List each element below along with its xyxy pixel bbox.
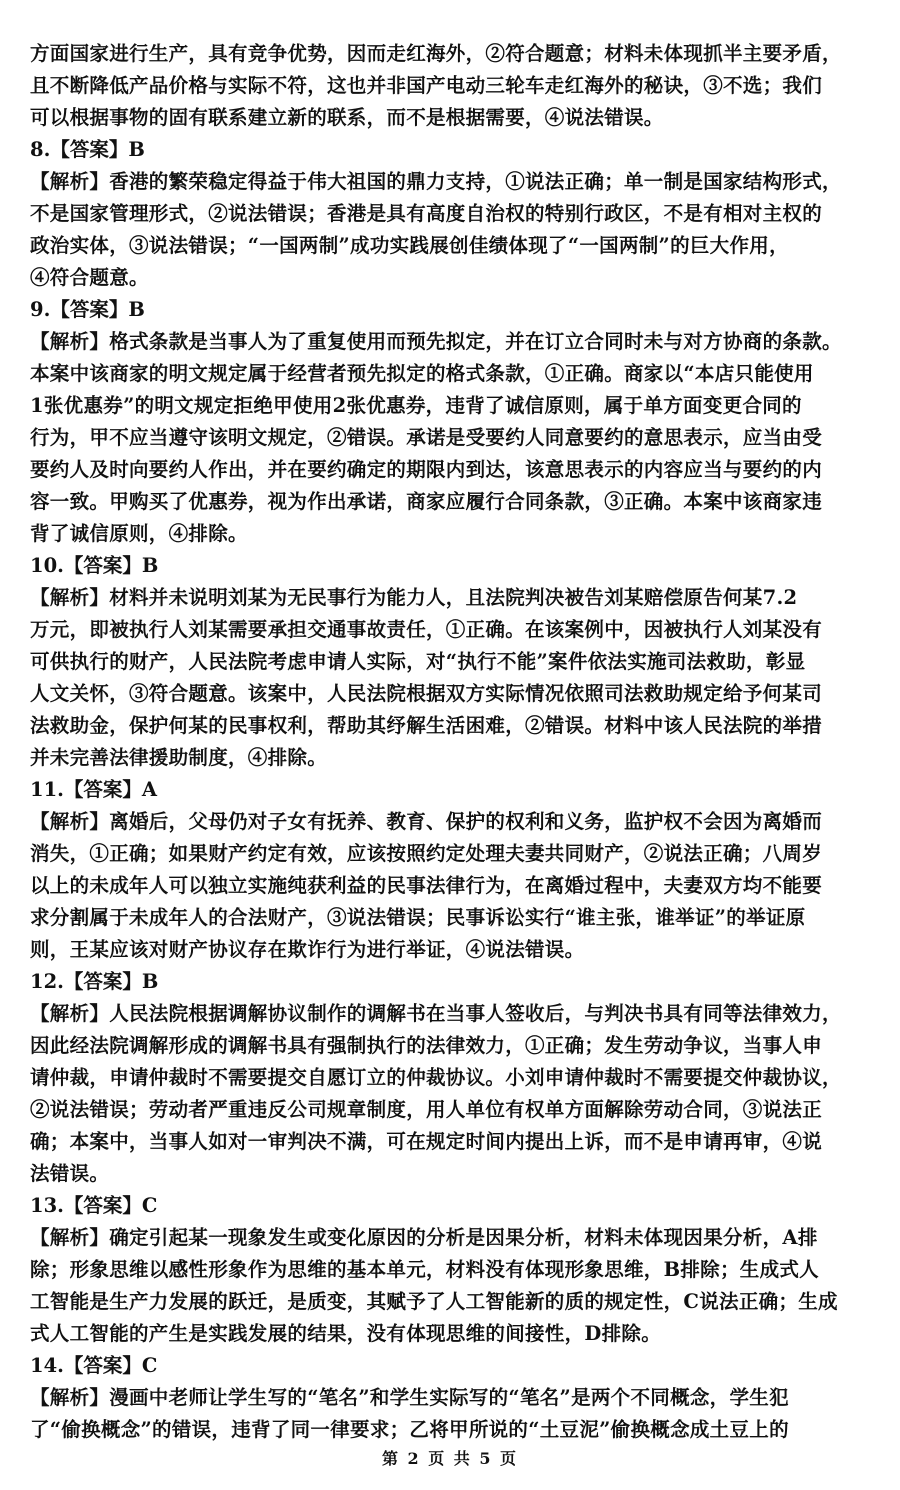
text-line: 请仲裁，申请仲裁时不需要提交自愿订立的仲裁协议。小刘申请仲裁时不需要提交仲裁协议，	[30, 1066, 842, 1089]
answer-heading: 10.【答案】B	[30, 554, 159, 577]
text-line: 1张优惠券”的明文规定拒绝甲使用2张优惠券，违背了诚信原则，属于单方面变更合同的	[30, 394, 802, 417]
text-line: 以上的未成年人可以独立实施纯获利益的民事法律行为，在离婚过程中，夫妻双方均不能要	[30, 874, 823, 897]
text-line: 且不断降低产品价格与实际不符，这也并非国产电动三轮车走红海外的秘诀，③不选；我们	[30, 74, 823, 97]
text-line: 【解析】确定引起某一现象发生或变化原因的分析是因果分析，材料未体现因果分析，A排	[30, 1226, 818, 1249]
text-line: 人文关怀，③符合题意。该案中，人民法院根据双方实际情况依照司法救助规定给予何某司	[30, 682, 823, 705]
text-line: 【解析】人民法院根据调解协议制作的调解书在当事人签收后，与判决书具有同等法律效力，	[30, 1002, 842, 1025]
answer-heading: 14.【答案】C	[30, 1354, 158, 1377]
text-line: 可供执行的财产，人民法院考虑申请人实际，对“执行不能”案件依法实施司法救助，彰显	[30, 650, 806, 673]
text-line: 行为，甲不应当遵守该明文规定，②错误。承诺是受要约人同意要约的意思表示，应当由受	[30, 426, 823, 449]
text-line: 求分割属于未成年人的合法财产，③说法错误；民事诉讼实行“谁主张，谁举证”的举证原	[30, 906, 806, 929]
answer-heading: 13.【答案】C	[30, 1194, 158, 1217]
text-line: 确；本案中，当事人如对一审判决不满，可在规定时间内提出上诉，而不是申请再审，④说	[30, 1130, 823, 1153]
document-page	[30, 38, 870, 1446]
text-line: ②说法错误；劳动者严重违反公司规章制度，用人单位有权单方面解除劳动合同，③说法正	[30, 1098, 823, 1121]
text-line: 方面国家进行生产，具有竞争优势，因而走红海外，②符合题意；材料未体现抓半主要矛盾，	[30, 42, 842, 65]
text-line: 【解析】离婚后，父母仍对子女有抚养、教育、保护的权利和义务，监护权不会因为离婚而	[30, 810, 823, 833]
text-line: 并未完善法律援助制度，④排除。	[30, 746, 328, 769]
text-line: 【解析】漫画中老师让学生写的“笔名”和学生实际写的“笔名”是两个不同概念，学生犯	[30, 1386, 789, 1409]
text-line: 【解析】材料并未说明刘某为无民事行为能力人，且法院判决被告刘某赔偿原告何某7.2	[30, 586, 798, 609]
text-line: 则，王某应该对财产协议存在欺诈行为进行举证，④说法错误。	[30, 938, 585, 961]
answer-heading: 9.【答案】B	[30, 298, 145, 321]
text-line: ④符合题意。	[30, 266, 149, 289]
answer-heading: 8.【答案】B	[30, 138, 145, 161]
answer-heading: 12.【答案】B	[30, 970, 159, 993]
text-line: 法错误。	[30, 1162, 110, 1185]
text-line: 本案中该商家的明文规定属于经营者预先拟定的格式条款，①正确。商家以“本店只能使用	[30, 362, 814, 385]
text-line: 消失，①正确；如果财产约定有效，应该按照约定处理夫妻共同财产，②说法正确；八周岁	[30, 842, 823, 865]
text-line: 了“偷换概念”的错误，违背了同一律要求；乙将甲所说的“土豆泥”偷换概念成土豆上的	[30, 1418, 789, 1441]
answer-heading: 11.【答案】A	[30, 778, 158, 801]
text-line: 背了诚信原则，④排除。	[30, 522, 248, 545]
page-footer: 第 2 页 共 5 页	[381, 1449, 519, 1468]
text-line: 要约人及时向要约人作出，并在要约确定的期限内到达，该意思表示的内容应当与要约的内	[30, 458, 823, 481]
text-line: 政治实体，③说法错误；“一国两制”成功实践展创佳绩体现了“一国两制”的巨大作用，	[30, 234, 789, 257]
text-line: 工智能是生产力发展的跃迁，是质变，其赋予了人工智能新的质的规定性，C说法正确；生成	[30, 1290, 838, 1313]
text-line: 【解析】格式条款是当事人为了重复使用而预先拟定，并在订立合同时未与对方协商的条款。	[30, 330, 842, 353]
text-line: 容一致。甲购买了优惠券，视为作出承诺，商家应履行合同条款，③正确。本案中该商家违	[30, 490, 823, 513]
text-line: 可以根据事物的固有联系建立新的联系，而不是根据需要，④说法错误。	[30, 106, 664, 129]
text-line: 除；形象思维以感性形象作为思维的基本单元，材料没有体现形象思维，B排除；生成式人	[30, 1258, 819, 1281]
text-line: 【解析】香港的繁荣稳定得益于伟大祖国的鼎力支持，①说法正确；单一制是国家结构形式，	[30, 170, 842, 193]
text-line: 法救助金，保护何某的民事权利，帮助其纾解生活困难，②错误。材料中该人民法院的举措	[30, 714, 823, 737]
text-line: 万元，即被执行人刘某需要承担交通事故责任，①正确。在该案例中，因被执行人刘某没有	[30, 618, 823, 641]
text-line: 因此经法院调解形成的调解书具有强制执行的法律效力，①正确；发生劳动争议，当事人申	[30, 1034, 823, 1057]
text-line: 不是国家管理形式，②说法错误；香港是具有高度自治权的特别行政区，不是有相对主权的	[30, 202, 823, 225]
text-line: 式人工智能的产生是实践发展的结果，没有体现思维的间接性，D排除。	[30, 1322, 662, 1345]
